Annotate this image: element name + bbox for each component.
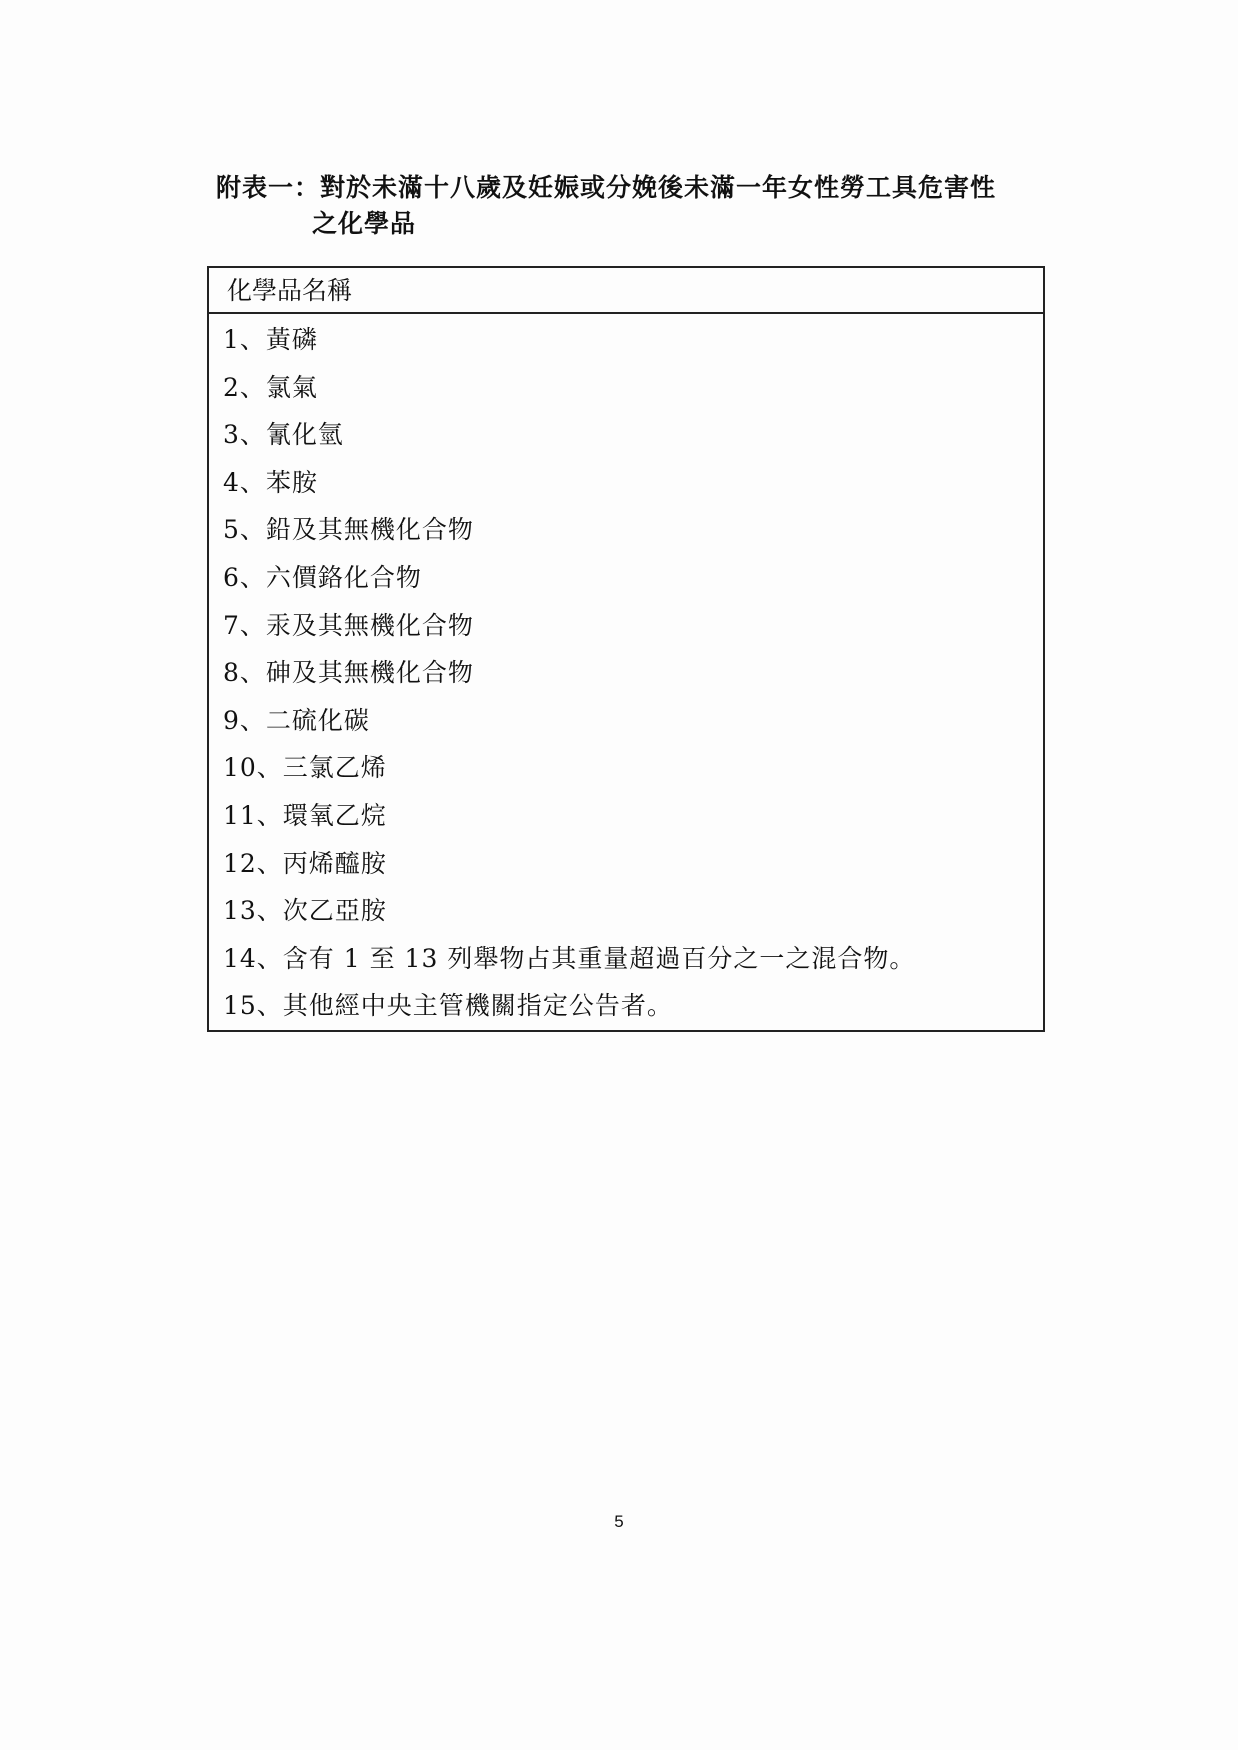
title-line-2: 之化學品 (312, 209, 417, 238)
table-row: 5、鉛及其無機化合物 (223, 515, 474, 545)
table-row: 1、黃磷 (223, 325, 318, 354)
table-body (209, 314, 1043, 1030)
table-row: 13、次乙亞胺 (223, 896, 387, 926)
table-row: 14、含有 1 至 13 列舉物占其重量超過百分之一之混合物。 (223, 943, 916, 973)
table-row: 12、丙烯醯胺 (223, 848, 387, 878)
table-row: 7、汞及其無機化合物 (223, 610, 474, 640)
table-row: 9、二硫化碳 (223, 705, 370, 735)
title-line-1: 附表一：對於未滿十八歲及妊娠或分娩後未滿一年女性勞工具危害性 (216, 173, 997, 202)
document-title (216, 170, 1056, 242)
table-row: 15、其他經中央主管機關指定公告者。 (223, 991, 673, 1021)
table-row: 4、苯胺 (223, 467, 318, 497)
table-header: 化學品名稱 (209, 268, 1043, 314)
table-row: 11、環氧乙烷 (223, 800, 387, 830)
table-row: 2、氯氣 (223, 372, 318, 402)
table-row: 8、砷及其無機化合物 (223, 658, 474, 688)
table-row: 3、氰化氫 (223, 420, 344, 450)
table-row: 6、六價鉻化合物 (223, 562, 422, 592)
chemicals-table (207, 266, 1045, 1032)
page-number: 5 (614, 1512, 624, 1531)
table-row: 10、三氯乙烯 (223, 753, 387, 783)
